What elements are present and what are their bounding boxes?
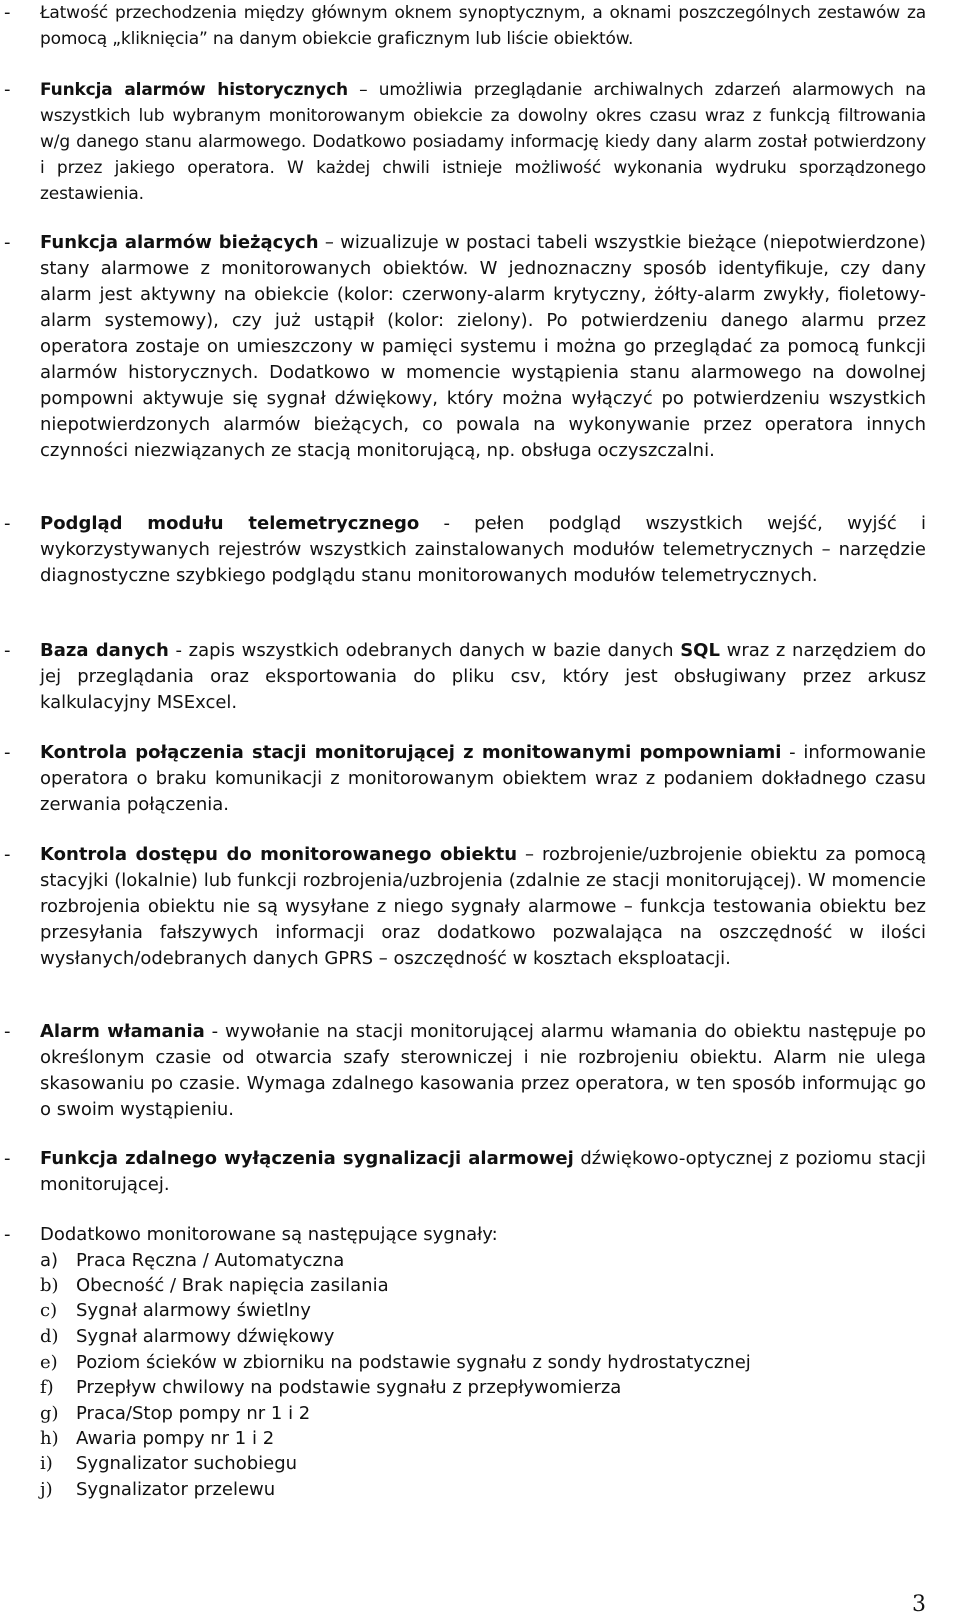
item-heading: Kontrola połączenia stacji monitorującej z monitowanymi pompowniami [40, 742, 782, 763]
signal-text: Sygnalizator przelewu [76, 1479, 276, 1500]
item-description: - zapis wszystkich odebranych danych w bazie danych [168, 640, 681, 661]
signal-item [40, 1324, 334, 1350]
signal-text: Praca Ręczna / Automatyczna [76, 1250, 345, 1271]
signal-letter: c) [40, 1300, 58, 1321]
bullet-dash: - [4, 640, 11, 661]
signal-text: Awaria pompy nr 1 i 2 [76, 1428, 275, 1449]
signal-text: Sygnalizator suchobiegu [76, 1453, 298, 1474]
page-number: 3 [912, 1592, 926, 1617]
item-text [40, 740, 926, 818]
item-heading: Funkcja alarmów historycznych [40, 80, 348, 100]
signal-letter: e) [40, 1352, 58, 1373]
signal-text: Poziom ścieków w zbiorniku na podstawie sygnału z sondy hydrostatycznej [76, 1352, 751, 1373]
signal-text: Obecność / Brak napięcia zasilania [76, 1275, 389, 1296]
signal-item [40, 1298, 311, 1324]
signal-letter: f) [40, 1377, 54, 1398]
item-description: - pełen podgląd wszystkich wejść, wyjść i wykorzystywanych rejestrów wszystkich zainstalowanych modułów telemetrycznych – narzędzie diagnostyczne szybkiego podglądu stanu monitorowanych modułów telemetrycznych. [40, 513, 927, 586]
bullet-dash: - [4, 844, 11, 865]
signal-letter: b) [40, 1275, 59, 1296]
item-text [40, 1019, 926, 1123]
signal-item [40, 1477, 275, 1503]
signal-text: Sygnał alarmowy świetlny [76, 1300, 311, 1321]
item-description: – wizualizuje w postaci tabeli wszystkie bieżące (niepotwierdzone) stany alarmowe z monitorowanych obiektów. W jednoznaczny sposób identyfikuje, czy dany alarm jest aktywny na obiekcie (kolor: czerwony-alarm krytyczny, żółty-alarm zwykły, fioletowy-alarm systemowy), czy już ustąpił (kolor: zielony). Po potwierdzeniu danego alarmu przez operatora zostaje on umieszczony w pamięci systemu i można go przeglądać za pomocą funkcji alarmów historycznych. Dodatkowo w momencie wystąpienia stanu alarmowego na dowolnej pompowni aktywuje się sygnał dźwiękowy, który można wyłączyć po potwierdzeniu wszystkich niepotwierdzonych alarmów bieżących, co powala na wykonywanie przez operatora innych czynności niezwiązanych ze stacją monitorującą, np. obsługa oczyszczalni. [40, 232, 926, 461]
signal-item [40, 1401, 310, 1427]
item-description: - wywołanie na stacji monitorującej alarmu włamania do obiektu następuje po określonym czasie od otwarcia szafy sterowniczej i nie rozbrojeniu obiektu. Alarm nie ulega skasowaniu po czasie. Wymaga zdalnego kasowania przez operatora, w ten sposób informując go o swoim wystąpieniu. [40, 1021, 926, 1120]
item-heading: Baza danych [40, 640, 169, 661]
signal-text: Sygnał alarmowy dźwiękowy [76, 1326, 335, 1347]
item-description: - informowanie operatora o braku komunikacji z monitorowanym obiektem wraz z podaniem dokładnego czasu zerwania połączenia. [40, 742, 926, 815]
item-description-continued: wraz z narzędziem do jej przeglądania oraz eksportowania do pliku csv, który jest obsługiwany przez arkusz kalkulacyjny MSExcel. [40, 640, 927, 713]
signal-item [40, 1426, 274, 1452]
bullet-dash: - [4, 232, 11, 253]
signal-text: Praca/Stop pompy nr 1 i 2 [76, 1403, 311, 1424]
signal-letter: g) [40, 1403, 59, 1424]
bullet-dash: - [4, 513, 11, 534]
item-heading: Funkcja zdalnego wyłączenia sygnalizacji alarmowej [40, 1148, 574, 1169]
item-description: – rozbrojenie/uzbrojenie obiektu za pomocą stacyjki (lokalnie) lub funkcji rozbrojenia/uzbrojenia (zdalnie ze stacji monitorującej). W momencie rozbrojenia obiektu nie są wysyłane z niego sygnały alarmowe – funkcja testowania obiektu bez przesyłania fałszywych informacji oraz dodatkowo pozwalająca na oszczędność w ilości wysłanych/odebranych danych GPRS – oszczędność w kosztach eksploatacji. [40, 844, 926, 969]
item-text [40, 77, 926, 207]
item-heading: Funkcja alarmów bieżących [40, 232, 319, 253]
item-heading: Podgląd modułu telemetrycznego [40, 513, 420, 534]
signal-letter: d) [40, 1326, 59, 1347]
item-text [40, 1146, 926, 1198]
item-sql-term: SQL [680, 640, 720, 661]
signal-text: Przepływ chwilowy na podstawie sygnału z przepływomierza [76, 1377, 622, 1398]
item-heading: Kontrola dostępu do monitorowanego obiektu [40, 844, 518, 865]
signal-letter: h) [40, 1428, 59, 1449]
bullet-dash: - [4, 79, 11, 100]
bullet-dash: - [4, 742, 11, 763]
item-heading: Alarm włamania [40, 1021, 205, 1042]
signal-letter: j) [40, 1479, 53, 1500]
bullet-dash: - [4, 1021, 11, 1042]
item-description: – umożliwia przeglądanie archiwalnych zdarzeń alarmowych na wszystkich lub wybranym monitorowanym obiekcie za dowolny okres czasu wraz z funkcją filtrowania w/g danego stanu alarmowego. Dodatkowo posiadamy informację kiedy dany alarm został potwierdzony i przez jakiego operatora. W każdej chwili istnieje możliwość wykonania wydruku sporządzonego zestawienia. [40, 80, 926, 204]
bullet-dash: - [4, 1148, 11, 1169]
signal-item [40, 1273, 389, 1299]
item-text [40, 842, 926, 972]
signal-item [40, 1350, 751, 1376]
signals-intro: Dodatkowo monitorowane są następujące sygnały: [40, 1224, 498, 1245]
item-description: dźwiękowo-optycznej z poziomu stacji monitorującej. [40, 1148, 926, 1195]
item-text [40, 511, 926, 589]
signal-item [40, 1451, 297, 1477]
bullet-dash: - [4, 2, 11, 23]
item-text [40, 638, 926, 716]
signal-item [40, 1375, 621, 1401]
bullet-dash: - [4, 1224, 11, 1245]
intro-text: Łatwość przechodzenia między głównym oknem synoptycznym, a oknami poszczególnych zestawów za pomocą „kliknięcia” na danym obiekcie graficznym lub liście obiektów. [40, 3, 926, 49]
signal-letter: a) [40, 1250, 59, 1271]
signal-letter: i) [40, 1453, 53, 1474]
item-text [40, 230, 926, 464]
signal-item [40, 1248, 344, 1274]
